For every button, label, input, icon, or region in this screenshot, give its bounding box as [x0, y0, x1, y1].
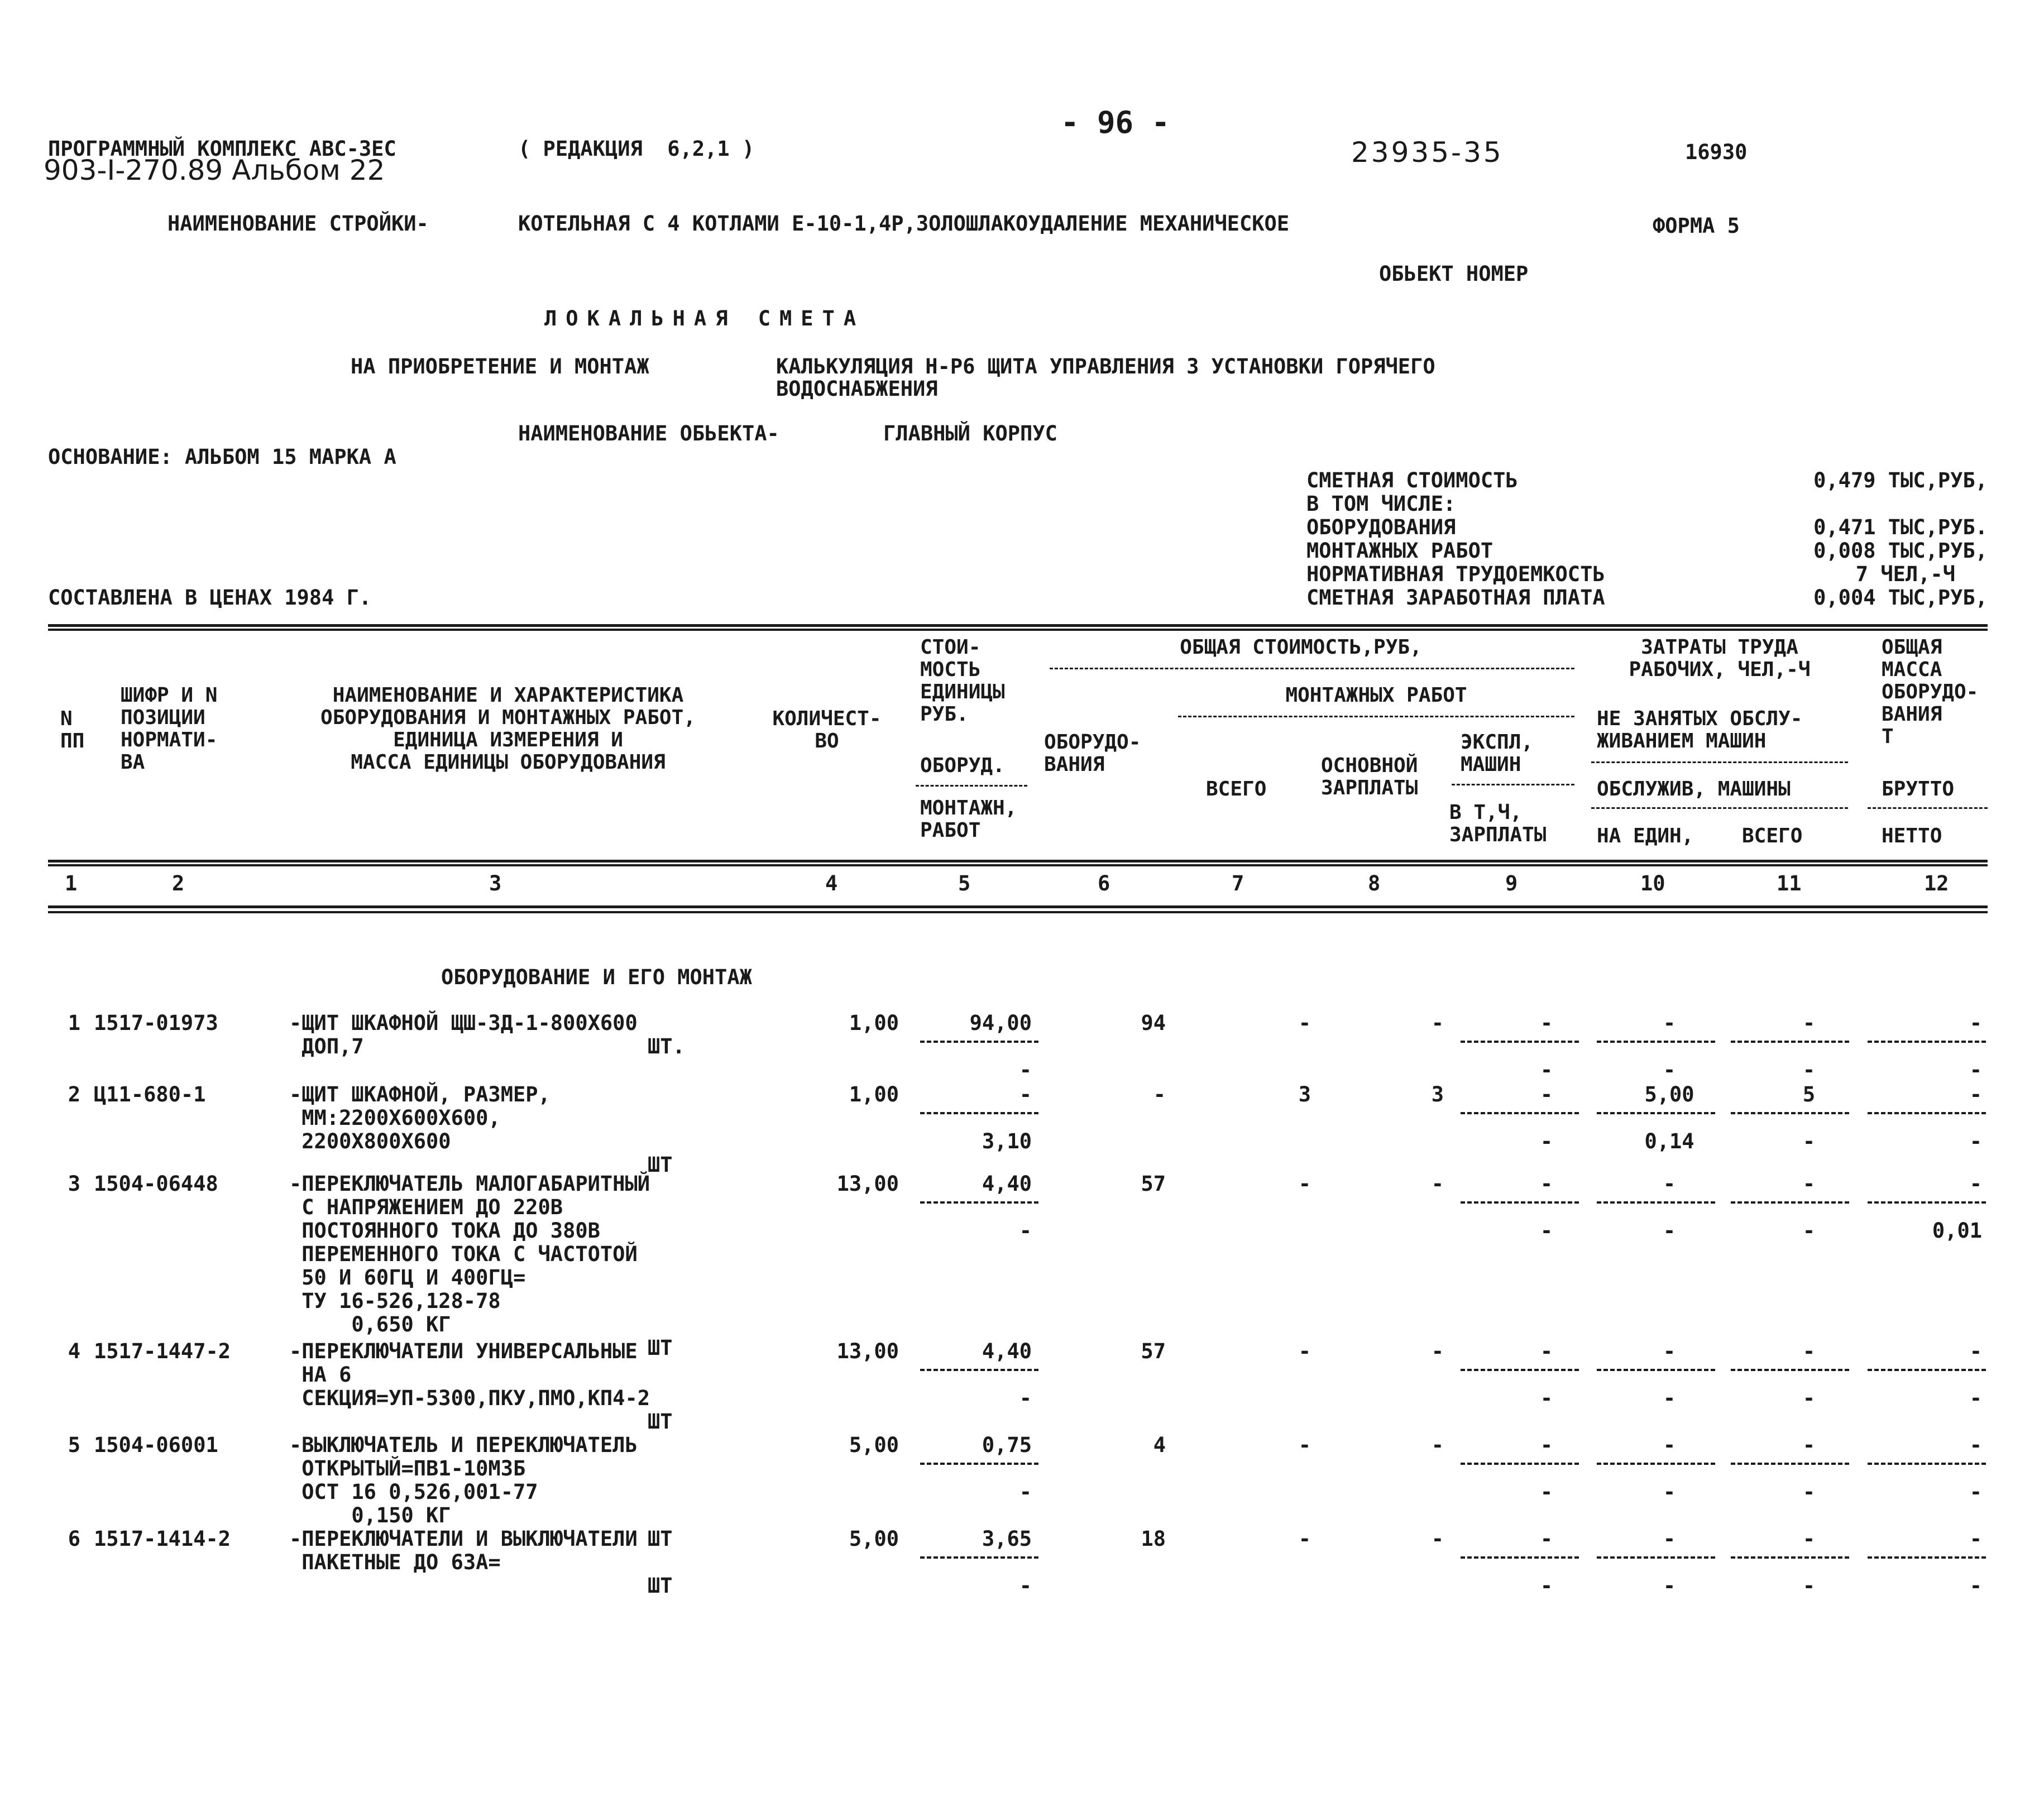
- summary-label: МОНТАЖНЫХ РАБОТ: [1306, 539, 1493, 563]
- mounting-total: -: [1298, 1011, 1311, 1035]
- mass-netto: -: [1969, 1574, 1982, 1598]
- col-number: 12: [1924, 871, 1949, 895]
- unit: ШТ: [648, 1410, 673, 1434]
- labor-per-unit-machine: -: [1663, 1058, 1676, 1082]
- basic-salary: -: [1431, 1433, 1444, 1457]
- unit-cost-equipment: 94,00: [969, 1011, 1032, 1035]
- summary-value: 0,008 ТЫС,РУБ,: [1813, 539, 1988, 563]
- purpose-line2: ВОДОСНАБЖЕНИЯ: [776, 377, 938, 401]
- mounting-total: -: [1298, 1339, 1311, 1363]
- construction-label: НАИМЕНОВАНИЕ СТРОЙКИ-: [167, 212, 429, 236]
- construction-name: КОТЕЛЬНАЯ С 4 КОТЛАМИ Е-10-1,4Р,ЗОЛОШЛАКОУДАЛЕНИЕ МЕХАНИЧЕСКОЕ: [518, 212, 1290, 236]
- mounting-total: -: [1298, 1433, 1311, 1457]
- col-1-header: N ПП: [60, 707, 85, 753]
- column-numbers: [48, 872, 1988, 897]
- machine-salary: -: [1540, 1574, 1553, 1598]
- labor-per-unit: -: [1663, 1172, 1676, 1196]
- mass-netto: -: [1969, 1058, 1982, 1082]
- mass-netto: -: [1969, 1386, 1982, 1410]
- summary-value: 7 ЧЕЛ,-Ч: [1855, 562, 1955, 586]
- row-number: 1: [68, 1011, 80, 1035]
- col-number: 9: [1505, 871, 1518, 895]
- col-6-header: ОБОРУДО- ВАНИЯ: [1044, 731, 1141, 776]
- unit: ШТ: [648, 1527, 673, 1551]
- total-equipment: 57: [1141, 1339, 1166, 1363]
- purpose-label: НА ПРИОБРЕТЕНИЕ И МОНТАЖ: [351, 354, 649, 378]
- quantity: 1,00: [849, 1082, 899, 1106]
- section-title: ОБОРУДОВАНИЕ И ЕГО МОНТАЖ: [441, 965, 752, 989]
- position-code: 1517-01973: [94, 1011, 218, 1035]
- col-number: 10: [1640, 871, 1665, 895]
- summary-value: 0,471 ТЫС,РУБ.: [1813, 515, 1988, 539]
- row-number: 3: [68, 1172, 80, 1196]
- position-code: 1504-06448: [94, 1172, 218, 1196]
- total-equipment: 57: [1141, 1172, 1166, 1196]
- col-number: 5: [958, 871, 971, 895]
- basic-salary: 3: [1431, 1082, 1444, 1106]
- form-number: ФОРМА 5: [1653, 214, 1740, 238]
- summary-label: ОБОРУДОВАНИЯ: [1306, 515, 1456, 539]
- labor-per-unit: -: [1663, 1011, 1676, 1035]
- position-code: Ц11-680-1: [94, 1082, 206, 1106]
- document-title: ЛОКАЛЬНАЯ СМЕТА: [544, 306, 865, 330]
- item-name: -ПЕРЕКЛЮЧАТЕЛЬ МАЛОГАБАРИТНЫЙ С НАПРЯЖЕНИЕМ ДО 220В ПОСТОЯННОГО ТОКА ДО 380В ПЕРЕМЕННОГО ТОКА С ЧАСТОТОЙ 50 И 60ГЦ И 400ГЦ= ТУ 16-526,128-78 0,650 КГ: [289, 1172, 650, 1336]
- labor-per-unit: -: [1663, 1339, 1676, 1363]
- col-number: 2: [172, 871, 185, 895]
- basic-salary: -: [1431, 1011, 1444, 1035]
- machine-salary: -: [1540, 1058, 1553, 1082]
- col-number: 4: [825, 871, 838, 895]
- col-4-header: КОЛИЧЕСТ- ВО: [772, 707, 882, 753]
- quantity: 13,00: [836, 1339, 899, 1363]
- album-label: 903-I-270.89 Альбом 22: [44, 154, 385, 186]
- row-number: 4: [68, 1339, 80, 1363]
- col-number: 6: [1098, 871, 1110, 895]
- basic-salary: -: [1431, 1339, 1444, 1363]
- col-number: 3: [489, 871, 502, 895]
- row-number: 5: [68, 1433, 80, 1457]
- col-3-header: НАИМЕНОВАНИЕ И ХАРАКТЕРИСТИКА ОБОРУДОВАНИЯ И МОНТАЖНЫХ РАБОТ, ЕДИНИЦА ИЗМЕРЕНИЯ И МАССА ЕДИНИЦЫ ОБОРУДОВАНИЯ: [320, 684, 696, 774]
- summary-label: В ТОМ ЧИСЛЕ:: [1306, 492, 1456, 516]
- labor-per-unit-machine: 0,14: [1644, 1129, 1694, 1153]
- page-number: - 96 -: [1061, 105, 1170, 140]
- unit: ШТ: [648, 1153, 673, 1177]
- machine-salary: -: [1540, 1480, 1553, 1504]
- unit: ШТ: [648, 1574, 673, 1598]
- item-name: -ПЕРЕКЛЮЧАТЕЛИ УНИВЕРСАЛЬНЫЕ НА 6 СЕКЦИЯ=УП-5300,ПКУ,ПМО,КП4-2: [289, 1339, 650, 1410]
- labor-total: 5: [1802, 1082, 1816, 1106]
- col-5-header: СТОИ- МОСТЬ ЕДИНИЦЫ РУБ.: [920, 636, 1005, 726]
- labor-total-machine: -: [1802, 1129, 1816, 1153]
- total-cost-header: ОБЩАЯ СТОИМОСТЬ,РУБ,: [1180, 636, 1422, 659]
- price-base: СОСТАВЛЕНА В ЦЕНАХ 1984 Г.: [48, 586, 372, 610]
- mass-brutto: -: [1969, 1172, 1982, 1196]
- mass-brutto: -: [1969, 1011, 1982, 1035]
- labor-per-unit-machine: -: [1663, 1574, 1676, 1598]
- mass-netto: 0,01: [1932, 1219, 1982, 1243]
- labor-per-unit-machine: -: [1663, 1386, 1676, 1410]
- labor-total: -: [1802, 1339, 1816, 1363]
- mounting-total: 3: [1298, 1082, 1311, 1106]
- col-9-header: ЭКСПЛ, МАШИН: [1461, 731, 1534, 776]
- unit-cost-equipment: 0,75: [982, 1433, 1032, 1457]
- labor-sub2: ОБСЛУЖИВ, МАШИНЫ: [1597, 778, 1791, 801]
- mass-brutto: -: [1969, 1339, 1982, 1363]
- summary-block: [1306, 469, 1988, 610]
- mounting-total: -: [1298, 1527, 1311, 1551]
- quantity: 1,00: [849, 1011, 899, 1035]
- mass-netto: -: [1969, 1480, 1982, 1504]
- machine-cost: -: [1540, 1011, 1553, 1035]
- labor-per-unit: -: [1663, 1433, 1676, 1457]
- unit: ШТ.: [648, 1034, 685, 1058]
- position-code: 1517-1414-2: [94, 1527, 231, 1551]
- total-equipment: -: [1153, 1082, 1166, 1106]
- item-name: -ЩИТ ШКАФНОЙ, РАЗМЕР, ММ:2200Х600Х600, 2200Х800Х600: [289, 1082, 551, 1153]
- col-12-header: ОБЩАЯ МАССА ОБОРУДО- ВАНИЯ Т: [1882, 636, 1979, 748]
- machine-salary: -: [1540, 1386, 1553, 1410]
- mass-brutto: -: [1969, 1527, 1982, 1551]
- basis: ОСНОВАНИЕ: АЛЬБОМ 15 МАРКА А: [48, 445, 396, 469]
- col-5-equipment: ОБОРУД.: [920, 754, 1005, 777]
- col-11-header: ВСЕГО: [1742, 825, 1803, 847]
- position-code: 1517-1447-2: [94, 1339, 231, 1363]
- quantity: 5,00: [849, 1433, 899, 1457]
- unit-cost-equipment: -: [1019, 1082, 1032, 1106]
- col-10-header: НА ЕДИН,: [1597, 825, 1694, 847]
- col-5-mounting: МОНТАЖН, РАБОТ: [920, 797, 1017, 842]
- labor-header: ЗАТРАТЫ ТРУДА РАБОЧИХ, ЧЕЛ,-Ч: [1629, 636, 1811, 681]
- machine-cost: -: [1540, 1433, 1553, 1457]
- basic-salary: -: [1431, 1172, 1444, 1196]
- unit-cost-equipment: 3,65: [982, 1527, 1032, 1551]
- unit-cost-mounting: -: [1019, 1480, 1032, 1504]
- unit: ШТ: [648, 1336, 673, 1360]
- col-number: 7: [1232, 871, 1244, 895]
- object-name: ГЛАВНЫЙ КОРПУС: [883, 421, 1057, 445]
- labor-total-machine: -: [1802, 1574, 1816, 1598]
- machine-cost: -: [1540, 1527, 1553, 1551]
- labor-total: -: [1802, 1527, 1816, 1551]
- doc-code: 23935-35: [1351, 136, 1504, 169]
- object-number: ОБЬЕКТ НОМЕР: [1379, 262, 1529, 286]
- unit-cost-mounting: -: [1019, 1219, 1032, 1243]
- labor-per-unit-machine: -: [1663, 1219, 1676, 1243]
- machine-cost: -: [1540, 1082, 1553, 1106]
- col-number: 8: [1368, 871, 1381, 895]
- labor-total-machine: -: [1802, 1219, 1816, 1243]
- labor-total: -: [1802, 1011, 1816, 1035]
- mounting-total: -: [1298, 1172, 1311, 1196]
- mass-brutto: -: [1969, 1433, 1982, 1457]
- unit-cost-mounting: -: [1019, 1386, 1032, 1410]
- quantity: 13,00: [836, 1172, 899, 1196]
- summary-value: 0,004 ТЫС,РУБ,: [1813, 586, 1988, 610]
- total-equipment: 4: [1153, 1433, 1166, 1457]
- col-9-salary-header: В Т,Ч, ЗАРПЛАТЫ: [1449, 801, 1547, 846]
- labor-per-unit-machine: -: [1663, 1480, 1676, 1504]
- labor-total: -: [1802, 1433, 1816, 1457]
- mounting-header: МОНТАЖНЫХ РАБОТ: [1285, 684, 1467, 707]
- labor-per-unit: -: [1663, 1527, 1676, 1551]
- row-number: 2: [68, 1082, 80, 1106]
- labor-total-machine: -: [1802, 1480, 1816, 1504]
- item-name: -ПЕРЕКЛЮЧАТЕЛИ И ВЫКЛЮЧАТЕЛИ ПАКЕТНЫЕ ДО 63А=: [289, 1527, 638, 1574]
- unit-cost-mounting: -: [1019, 1058, 1032, 1082]
- total-equipment: 94: [1141, 1011, 1166, 1035]
- col-7-header: ВСЕГО: [1206, 778, 1267, 801]
- item-name: -ЩИТ ШКАФНОЙ ЩШ-3Д-1-800Х600 ДОП,7: [289, 1011, 638, 1058]
- unit-cost-mounting: -: [1019, 1574, 1032, 1598]
- summary-label: СМЕТНАЯ СТОИМОСТЬ: [1306, 468, 1518, 492]
- machine-salary: -: [1540, 1129, 1553, 1153]
- summary-label: НОРМАТИВНАЯ ТРУДОЕМКОСТЬ: [1306, 562, 1605, 586]
- machine-cost: -: [1540, 1339, 1553, 1363]
- col-2-header: ШИФР И N ПОЗИЦИИ НОРМАТИ- ВА: [121, 684, 218, 774]
- labor-per-unit: 5,00: [1644, 1082, 1694, 1106]
- summary-label: СМЕТНАЯ ЗАРАБОТНАЯ ПЛАТА: [1306, 586, 1605, 610]
- edition: ( РЕДАКЦИЯ 6,2,1 ): [518, 137, 755, 161]
- purpose-line1: КАЛЬКУЛЯЦИЯ Н-Р6 ЩИТА УПРАВЛЕНИЯ 3 УСТАНОВКИ ГОРЯЧЕГО: [776, 354, 1435, 378]
- basic-salary: -: [1431, 1527, 1444, 1551]
- machine-cost: -: [1540, 1172, 1553, 1196]
- col-number: 11: [1777, 871, 1802, 895]
- labor-total: -: [1802, 1172, 1816, 1196]
- doc-number: 16930: [1685, 140, 1748, 164]
- col-12-netto: НЕТТО: [1882, 825, 1942, 847]
- row-number: 6: [68, 1527, 80, 1551]
- quantity: 5,00: [849, 1527, 899, 1551]
- col-number: 1: [65, 871, 78, 895]
- mass-netto: -: [1969, 1129, 1982, 1153]
- col-12-brutto: БРУТТО: [1882, 778, 1955, 801]
- labor-total-machine: -: [1802, 1058, 1816, 1082]
- total-equipment: 18: [1141, 1527, 1166, 1551]
- labor-sub1: НЕ ЗАНЯТЫХ ОБСЛУ- ЖИВАНИЕМ МАШИН: [1597, 707, 1803, 753]
- unit-cost-mounting: 3,10: [982, 1129, 1032, 1153]
- machine-salary: -: [1540, 1219, 1553, 1243]
- item-name: -ВЫКЛЮЧАТЕЛЬ И ПЕРЕКЛЮЧАТЕЛЬ ОТКРЫТЫЙ=ПВ1-10МЗБ ОСТ 16 0,526,001-77 0,150 КГ: [289, 1433, 638, 1527]
- object-label: НАИМЕНОВАНИЕ ОБЬЕКТА-: [518, 421, 779, 445]
- summary-value: 0,479 ТЫС,РУБ,: [1813, 468, 1988, 492]
- program-name: ПРОГРАММНЫЙ КОМПЛЕКС АВС-3ЕС: [48, 137, 396, 161]
- labor-total-machine: -: [1802, 1386, 1816, 1410]
- mass-brutto: -: [1969, 1082, 1982, 1106]
- position-code: 1504-06001: [94, 1433, 218, 1457]
- unit-cost-equipment: 4,40: [982, 1339, 1032, 1363]
- unit-cost-equipment: 4,40: [982, 1172, 1032, 1196]
- col-8-header: ОСНОВНОЙ ЗАРПЛАТЫ: [1321, 754, 1418, 799]
